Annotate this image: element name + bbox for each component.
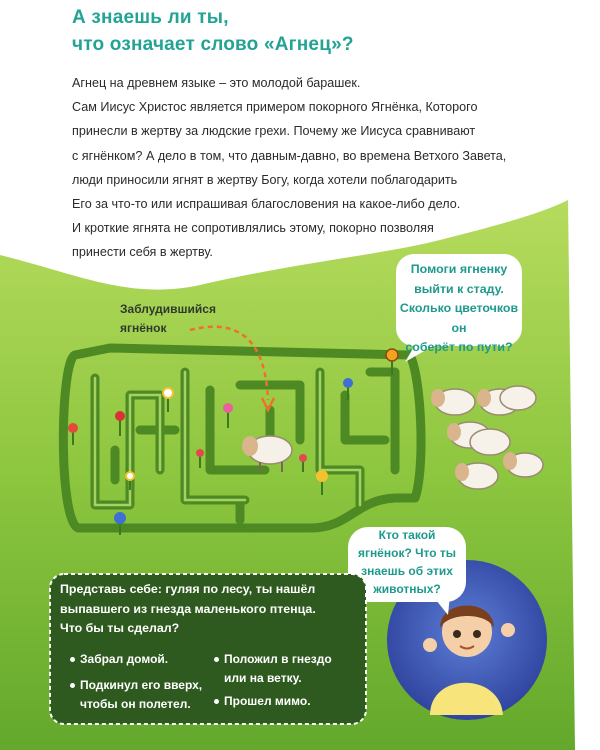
quiz-question-line: Что бы ты сделал? bbox=[60, 621, 180, 635]
maze-task-line: Помоги ягненку bbox=[410, 262, 508, 276]
quiz-option-2[interactable] bbox=[80, 676, 202, 714]
intro-line: принесли в жертву за людские грехи. Почему же Иисуса сравнивают bbox=[72, 124, 476, 139]
question-line: животных? bbox=[373, 582, 441, 596]
question-line: знаешь об этих bbox=[361, 564, 453, 578]
intro-line: Агнец на древнем языке – это молодой барашек. bbox=[72, 76, 361, 90]
title-line-1: А знаешь ли ты, bbox=[72, 7, 229, 28]
lost-lamb-label-line: Заблудившийся bbox=[120, 302, 216, 316]
question-line: Кто такой bbox=[378, 528, 436, 542]
quiz-question-line: выпавшего из гнезда маленького птенца. bbox=[60, 601, 316, 616]
quiz-option-label: Забрал домой. bbox=[80, 652, 169, 666]
quiz-option-4[interactable] bbox=[224, 692, 311, 711]
question-line: ягнёнок? Что ты bbox=[357, 546, 457, 560]
lost-lamb-label-line: ягнёнок bbox=[120, 321, 167, 335]
bullet-icon bbox=[70, 657, 75, 662]
intro-line: Его за что-то или испрашивая благословения на какое-либо дело. bbox=[72, 197, 461, 212]
bullet-icon bbox=[70, 683, 75, 688]
maze-task-line: Сколько цветочков он bbox=[399, 301, 519, 335]
maze-task-line: соберёт по пути? bbox=[405, 340, 513, 354]
quiz-option-label: Подкинул его вверх, bbox=[80, 678, 203, 692]
quiz-option-label: Прошел мимо. bbox=[224, 694, 311, 708]
quiz-option-label: Положил в гнездо bbox=[224, 652, 332, 666]
quiz bbox=[60, 580, 356, 639]
lost-lamb-label bbox=[120, 300, 216, 338]
question-bubble-text bbox=[350, 526, 464, 598]
quiz-question-line: Представь себе: гуляя по лесу, ты нашёл bbox=[60, 582, 316, 596]
title-line-2: что означает слово «Агнец»? bbox=[72, 34, 354, 55]
bullet-icon bbox=[214, 699, 219, 704]
quiz-option-3[interactable] bbox=[224, 650, 332, 688]
intro-text bbox=[72, 71, 562, 265]
quiz-option-label: или на ветку. bbox=[224, 671, 302, 685]
page-title bbox=[72, 4, 354, 58]
intro-line: люди приносили ягнят в жертву Богу, когда хотели поблагодарить bbox=[72, 172, 458, 187]
intro-line: с ягнёнком? А дело в том, что давным-давно, во времена Ветхого Завета, bbox=[72, 148, 507, 163]
quiz-option-label: чтобы он полетел. bbox=[80, 697, 191, 711]
intro-line: принести себя в жертву. bbox=[72, 245, 213, 260]
intro-line: Сам Иисус Христос является примером покорного Ягнёнка, Которого bbox=[72, 100, 478, 115]
quiz-question bbox=[60, 580, 356, 639]
intro-line: И кроткие ягнята не сопротивлялись этому, покорно позволяя bbox=[72, 221, 434, 236]
maze-task-text bbox=[398, 260, 520, 358]
maze-task-line: выйти к стаду. bbox=[414, 281, 504, 296]
quiz-option-1[interactable] bbox=[80, 650, 168, 669]
bullet-icon bbox=[214, 657, 219, 662]
